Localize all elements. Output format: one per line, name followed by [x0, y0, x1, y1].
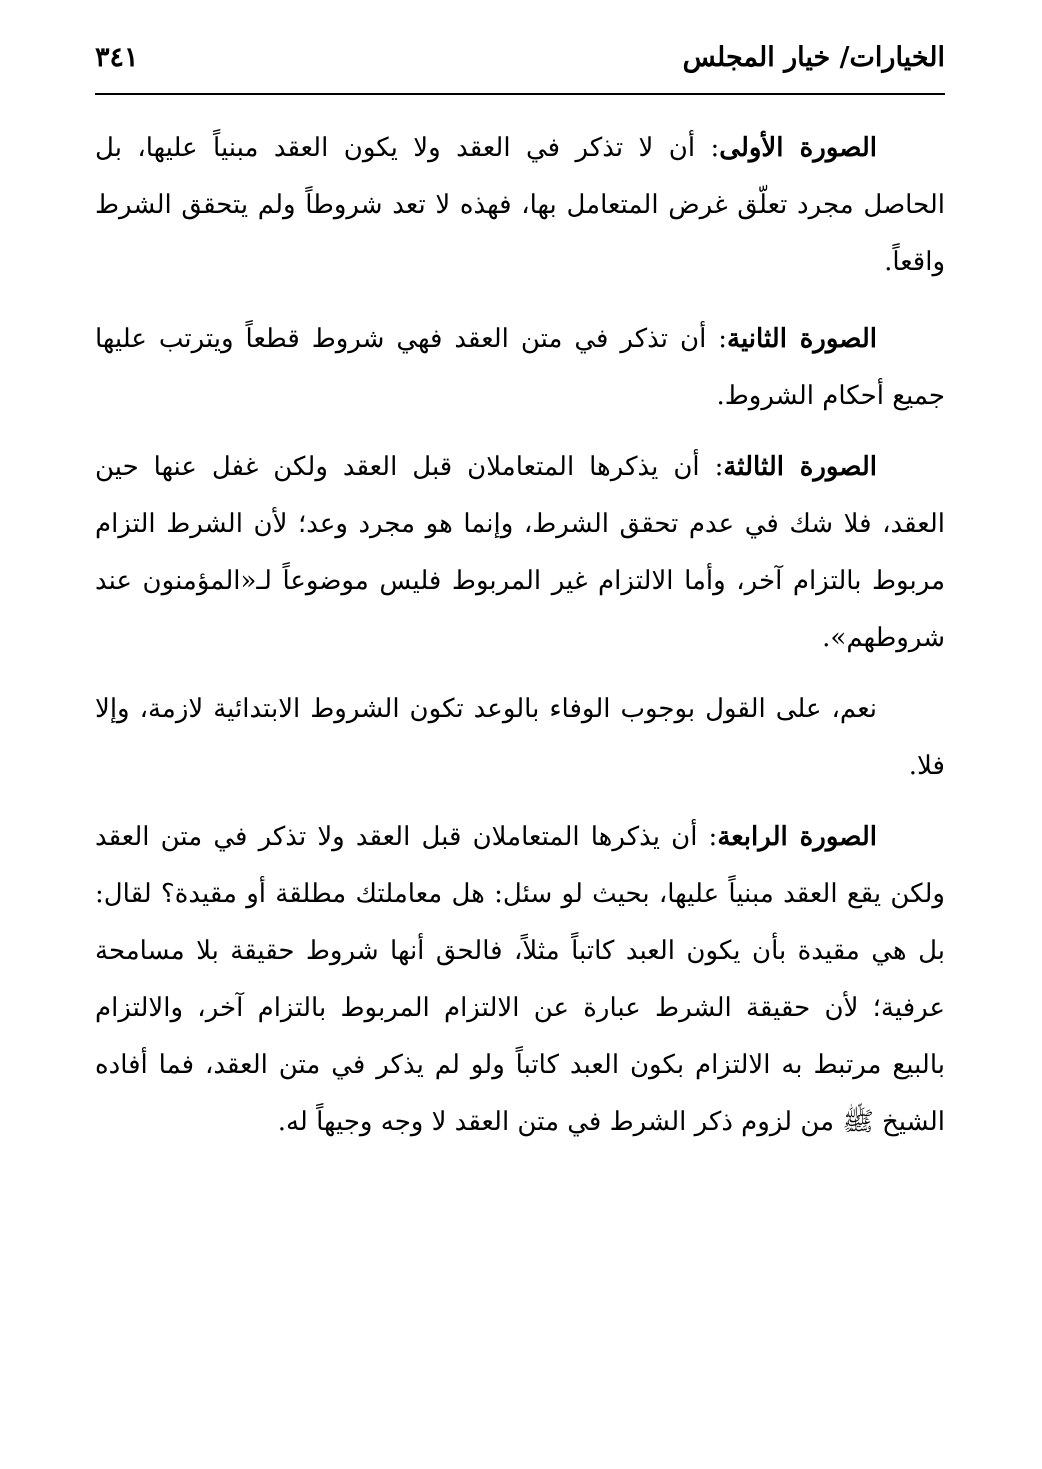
- body-text: [95, 120, 945, 1171]
- header-divider: [95, 93, 945, 95]
- paragraph-text: : أن يذكرها المتعاملان قبل العقد ولا تذكر في متن العقد ولكن يقع العقد مبنياً عليها، بحيث لو سئل: هل معاملتك مطلقة أو مقيدة؟ لقال: بل هي مقيدة بأن يكون العبد كاتباً مثلاً، فالحق أنها شروط حقيقة بلا مسامحة عرفية؛ لأن حقيقة الشرط عبارة عن الالتزام المربوط بالتزام آخر، والالتزام بالبيع مرتبط به الالتزام بكون العبد كاتباً ولو لم يذكر في متن العقد، فما أفاده الشيخ ﷺ من لزوم ذكر الشرط في متن العقد لا وجه وجيهاً له.: [95, 822, 946, 1137]
- paragraph-lead: الصورة الثانية: [727, 324, 877, 354]
- paragraph-third-case: [95, 439, 945, 667]
- paragraph-text: : أن تذكر في متن العقد فهي شروط قطعاً ويترتب عليها جميع أحكام الشروط.: [95, 324, 945, 411]
- running-title: الخيارات/ خيار المجلس: [682, 42, 945, 73]
- paragraph-lead: الصورة الأولى: [719, 133, 877, 163]
- page-number: ٣٤١: [95, 42, 139, 73]
- paragraph-text: نعم، على القول بوجوب الوفاء بالوعد تكون الشروط الابتدائية لازمة، وإلا فلا.: [95, 694, 945, 781]
- page-header: [95, 38, 945, 88]
- paragraph-lead: الصورة الرابعة: [717, 822, 877, 852]
- paragraph-lead: الصورة الثالثة: [723, 452, 877, 482]
- paragraph-text: : أن يذكرها المتعاملان قبل العقد ولكن غفل عنها حين العقد، فلا شك في عدم تحقق الشرط، وإنما هو مجرد وعد؛ لأن الشرط التزام مربوط بالتزام آخر، وأما الالتزام غير المربوط فليس موضوعاً لـ«المؤمنون عند شروطهم».: [95, 452, 945, 653]
- paragraph-second-case: [95, 311, 945, 425]
- paragraph-note: [95, 681, 945, 795]
- paragraph-text: : أن لا تذكر في العقد ولا يكون العقد مبنياً عليها، بل الحاصل مجرد تعلّق غرض المتعامل بها، فهذه لا تعد شروطاً ولم يتحقق الشرط واقعاً.: [95, 133, 945, 277]
- paragraph-fourth-case: [95, 809, 945, 1151]
- paragraph-first-case: [95, 120, 945, 291]
